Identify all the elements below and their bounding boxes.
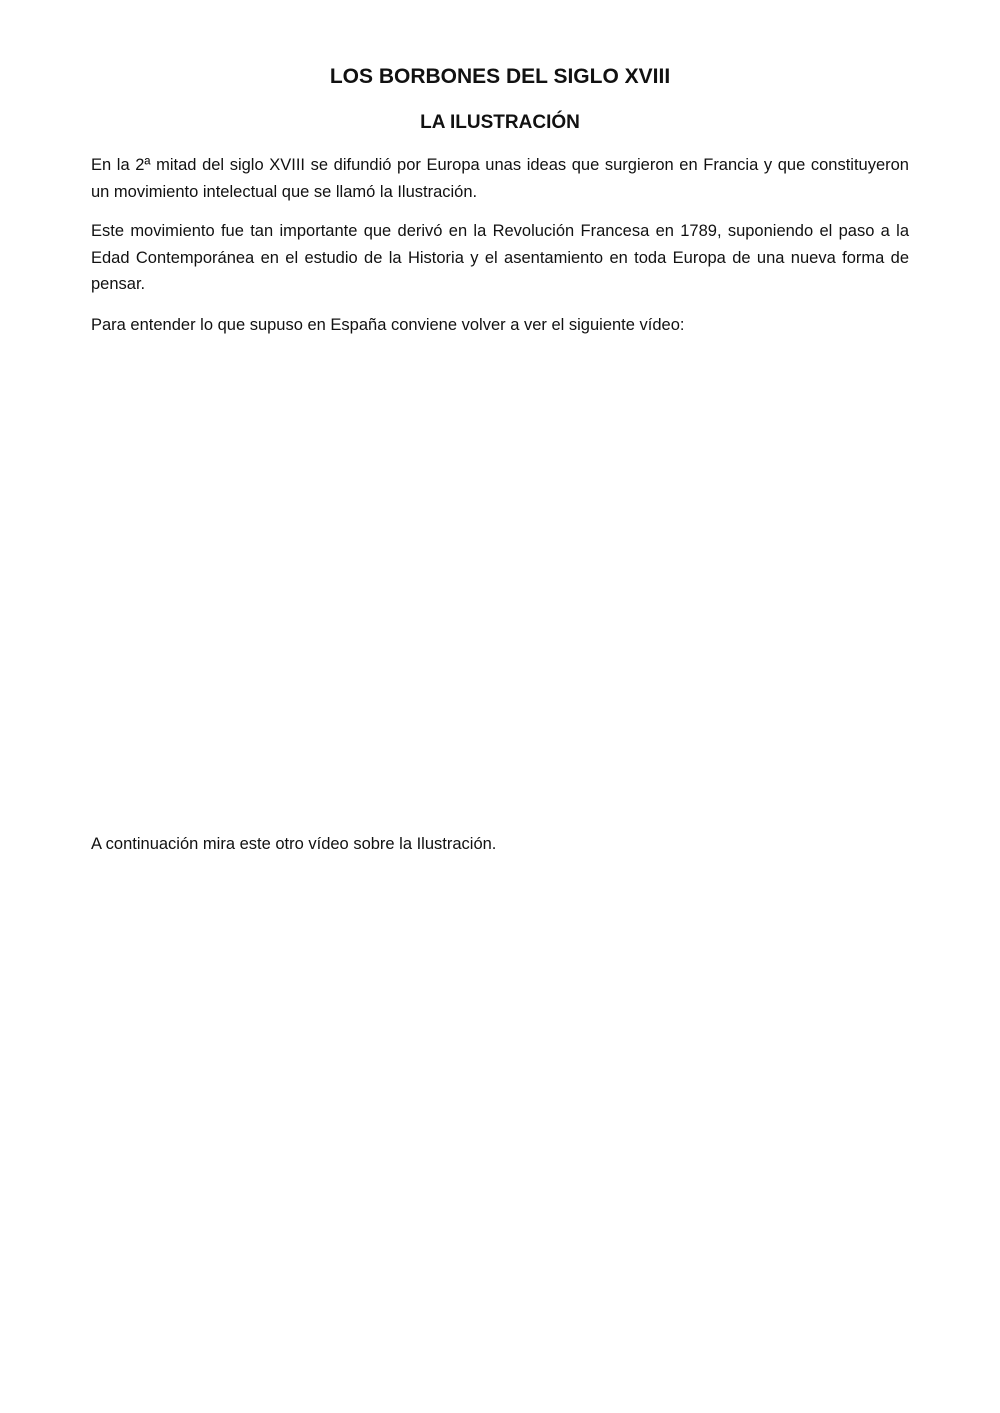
intro-paragraph: En la 2ª mitad del siglo XVIII se difundió por Europa unas ideas que surgieron en Francia y que constituyeron un movimiento intelectual que se llamó la Ilustración. <box>91 156 909 201</box>
video-placeholder-2 <box>91 870 909 1340</box>
section-subtitle: LA ILUSTRACIÓN <box>420 112 580 133</box>
video-placeholder-1 <box>91 350 909 820</box>
second-video-paragraph: A continuación mira este otro vídeo sobre la Ilustración. <box>91 835 497 853</box>
page-title: LOS BORBONES DEL SIGLO XVIII <box>329 65 671 88</box>
importance-paragraph: Este movimiento fue tan importante que derivó en la Revolución Francesa en 1789, suponiendo el paso a la Edad Contemporánea en el estudio de la Historia y el asentamiento en toda Europa de una nueva forma de pensar. <box>91 222 909 293</box>
video-intro-paragraph: Para entender lo que supuso en España conviene volver a ver el siguiente vídeo: <box>91 316 685 334</box>
